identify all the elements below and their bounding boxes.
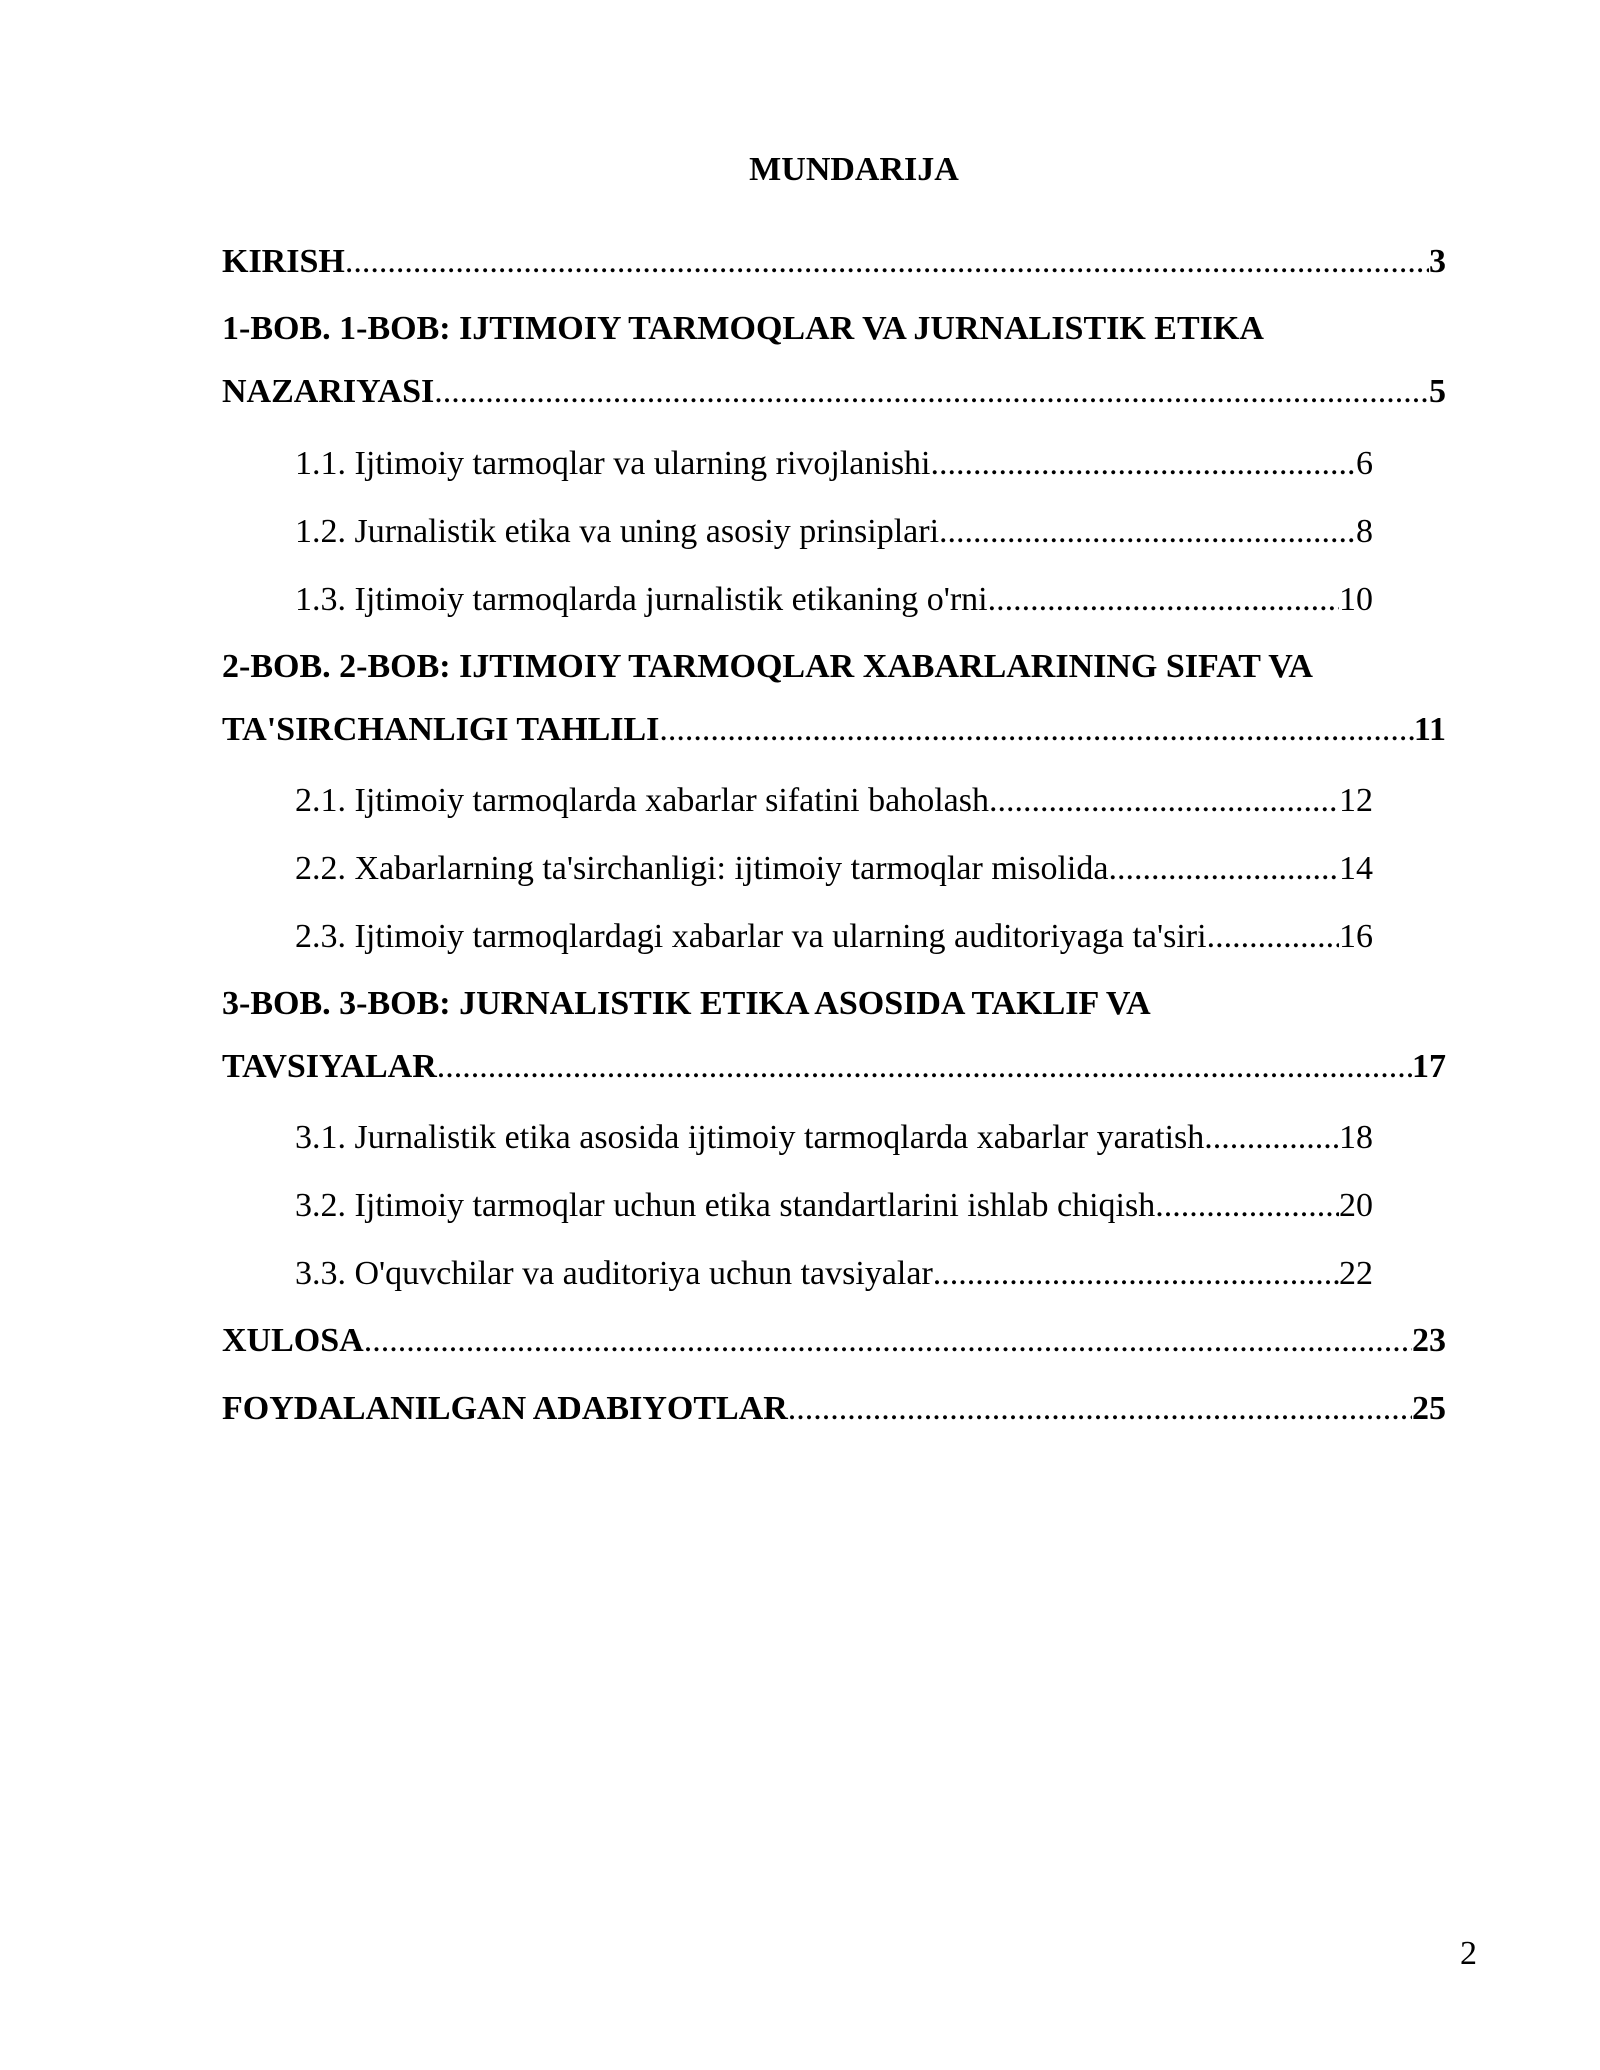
toc-entry-text: 2.3. Ijtimoiy tarmoqlardagi xabarlar va ularning auditoriyaga ta'siri [295,918,1207,955]
toc-entry-text: 3-BOB. 3-BOB: JURNALISTIK ETIKA ASOSIDA TAKLIF VA [222,985,1151,1022]
dot-leader [989,777,1339,825]
dot-leader [933,1250,1339,1298]
toc-entry-text: 1.1. Ijtimoiy tarmoqlar va ularning rivojlanishi [295,445,931,482]
dot-leader [437,1043,1412,1091]
toc-entry-chapter-1[interactable] [222,305,1446,416]
toc-entry-1-1[interactable] [295,440,1373,488]
dot-leader [1207,913,1339,961]
toc-page-number: 11 [1413,711,1446,748]
toc-entry-text-cont: TA'SIRCHANLIGI TAHLILI [222,711,660,748]
toc-page-number: 10 [1339,581,1373,618]
dot-leader [939,508,1356,556]
toc-page-number: 3 [1429,243,1446,280]
toc-entry-text: 3.1. Jurnalistik etika asosida ijtimoiy tarmoqlarda xabarlar yaratish [295,1119,1205,1156]
dot-leader [659,706,1413,754]
toc-entry-xulosa[interactable] [222,1317,1446,1365]
toc-entry-3-3[interactable] [295,1250,1373,1298]
toc-entry-text: KIRISH [222,243,345,280]
dot-leader [364,1317,1412,1365]
toc-page-number: 25 [1412,1390,1446,1427]
toc-entry-text: FOYDALANILGAN ADABIYOTLAR [222,1390,788,1427]
dot-leader [434,368,1429,416]
toc-entry-chapter-2[interactable] [222,643,1446,754]
toc-entry-1-2[interactable] [295,508,1373,556]
toc-page-number: 23 [1412,1322,1446,1359]
dot-leader [345,238,1429,286]
page-number: 2 [1460,1935,1477,1972]
toc-page-number: 12 [1339,782,1373,819]
dot-leader [1204,1114,1339,1162]
toc-entry-text: 3.2. Ijtimoiy tarmoqlar uchun etika standartlarini ishlab chiqish [295,1187,1156,1224]
toc-page-number: 6 [1356,445,1373,482]
toc-page-number: 18 [1339,1119,1373,1156]
page-title: MUNDARIJA [749,151,959,188]
toc-entry-text: 2.1. Ijtimoiy tarmoqlarda xabarlar sifatini baholash [295,782,989,819]
toc-page-number: 5 [1429,373,1446,410]
toc-entry-text: 1.3. Ijtimoiy tarmoqlarda jurnalistik etikaning o'rni [295,581,988,618]
toc-entry-text: 1.2. Jurnalistik etika va uning asosiy prinsiplari [295,513,940,550]
toc-page-number: 22 [1339,1255,1373,1292]
toc-page-number: 16 [1339,918,1373,955]
toc-page-number: 14 [1339,850,1373,887]
toc-entry-text-cont: TAVSIYALAR [222,1048,437,1085]
toc-entry-2-1[interactable] [295,777,1373,825]
toc-entry-kirish[interactable] [222,238,1446,286]
dot-leader [1155,1182,1339,1230]
toc-entry-1-3[interactable] [295,576,1373,624]
toc-entry-adabiyotlar[interactable] [222,1385,1446,1433]
toc-page-number: 8 [1356,513,1373,550]
dot-leader [931,440,1357,488]
toc-entry-text-cont: NAZARIYASI [222,373,435,410]
dot-leader [988,576,1339,624]
toc-page-number: 20 [1339,1187,1373,1224]
toc-entry-2-2[interactable] [295,845,1373,893]
toc-entry-3-2[interactable] [295,1182,1373,1230]
toc-entry-2-3[interactable] [295,913,1373,961]
toc-entry-3-1[interactable] [295,1114,1373,1162]
toc-entry-text: 3.3. O'quvchilar va auditoriya uchun tavsiyalar [295,1255,933,1292]
toc-entry-text: 1-BOB. 1-BOB: IJTIMOIY TARMOQLAR VA JURNALISTIK ETIKA [222,310,1264,347]
toc-entry-text: 2-BOB. 2-BOB: IJTIMOIY TARMOQLAR XABARLARINING SIFAT VA [222,648,1313,685]
toc-entry-text: 2.2. Xabarlarning ta'sirchanligi: ijtimoiy tarmoqlar misolida [295,850,1109,887]
toc-page-number: 17 [1412,1048,1446,1085]
dot-leader [788,1385,1412,1433]
toc-entry-chapter-3[interactable] [222,980,1446,1091]
dot-leader [1108,845,1339,893]
toc-entry-text: XULOSA [222,1322,364,1359]
